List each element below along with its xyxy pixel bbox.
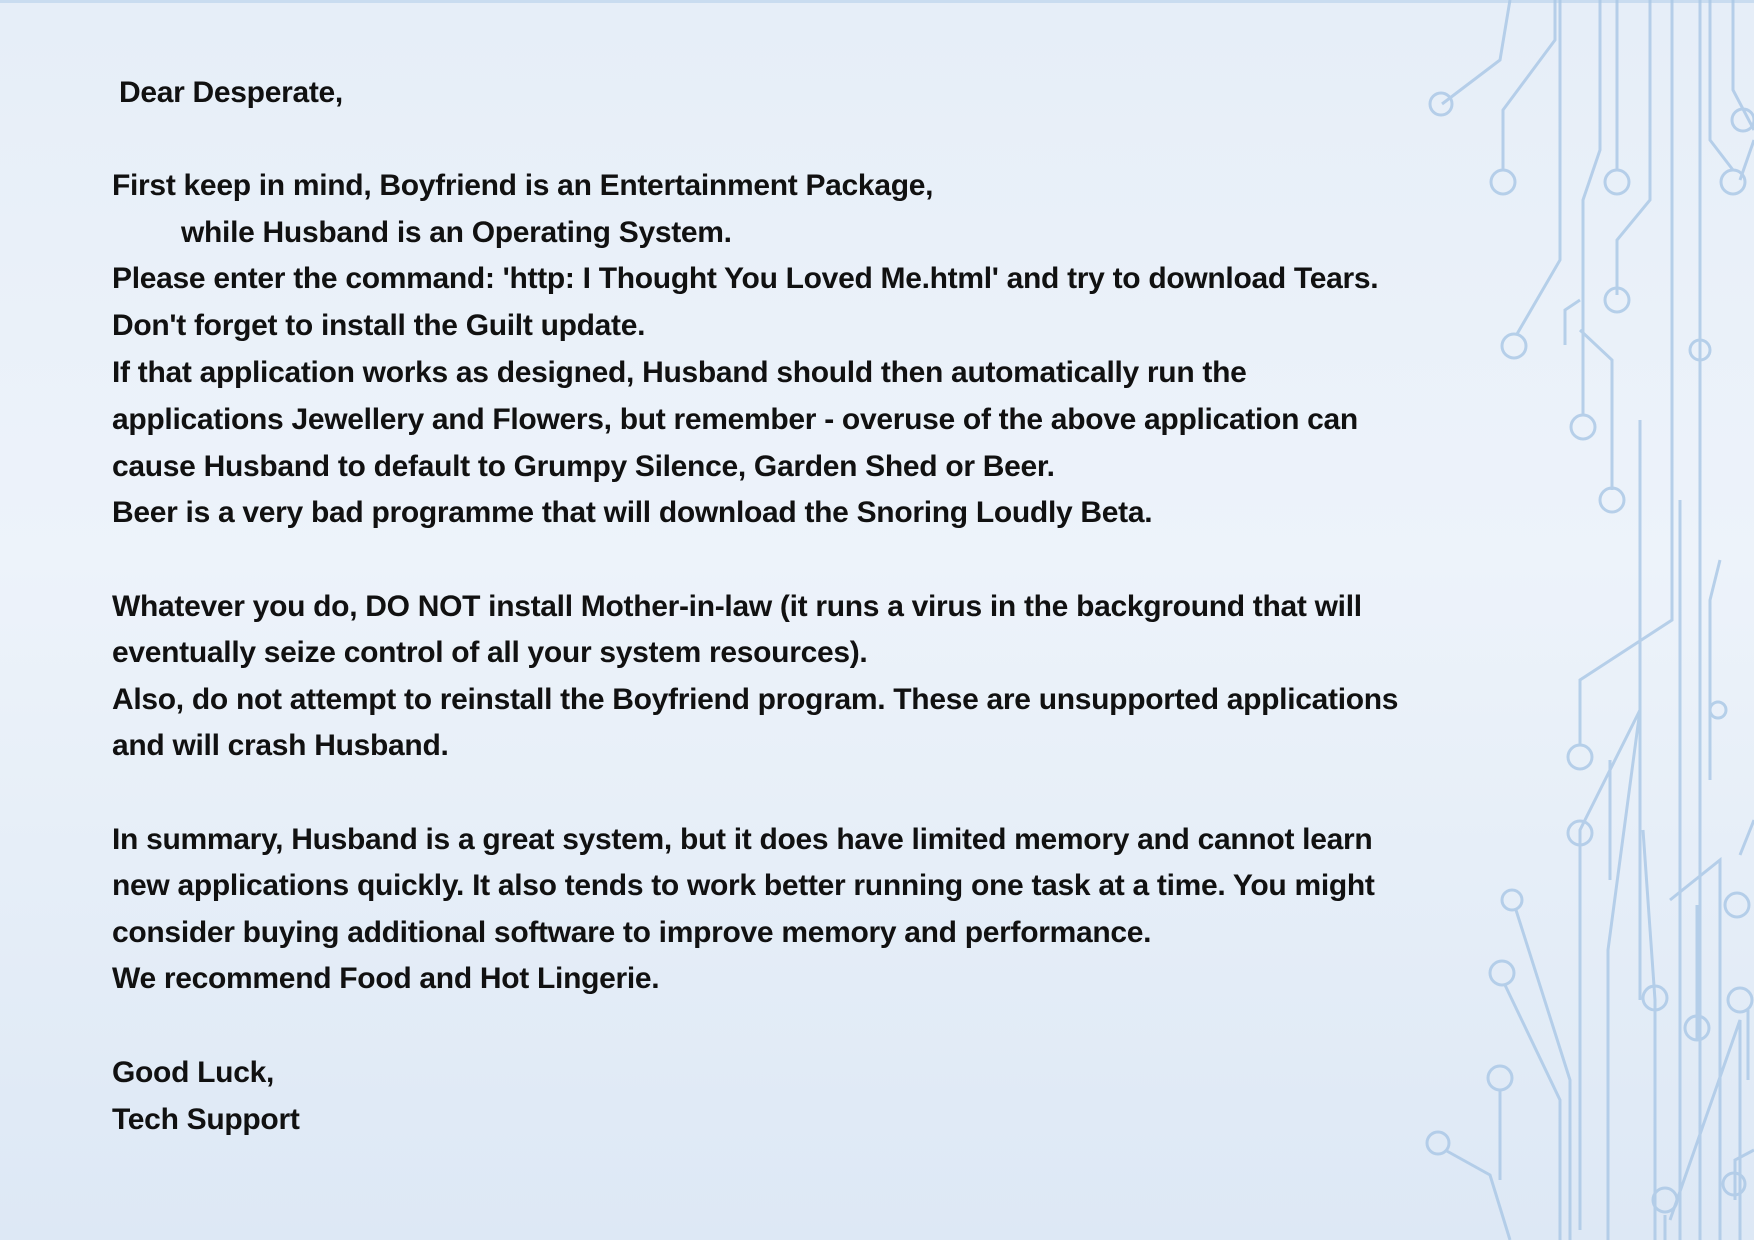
letter-line: consider buying additional software to improve memory and performance. — [112, 916, 1152, 949]
letter-line: cause Husband to default to Grumpy Silence, Garden Shed or Beer. — [112, 450, 1055, 483]
letter-line: applications Jewellery and Flowers, but remember - overuse of the above application can — [112, 403, 1358, 436]
letter-line: Don't forget to install the Guilt update. — [112, 309, 646, 342]
letter-line: We recommend Food and Hot Lingerie. — [112, 962, 660, 995]
letter-line: Beer is a very bad programme that will download the Snoring Loudly Beta. — [112, 496, 1153, 529]
greeting: Dear Desperate, — [119, 76, 343, 109]
letter-line: new applications quickly. It also tends to work better running one task at a time. You might — [112, 869, 1375, 902]
letter-line: and will crash Husband. — [112, 729, 449, 762]
letter-line: First keep in mind, Boyfriend is an Entertainment Package, — [112, 169, 934, 202]
letter-line: Please enter the command: 'http: I Thought You Loved Me.html' and try to download Tears. — [112, 262, 1379, 295]
closing: Good Luck, — [112, 1056, 275, 1089]
letter-line: In summary, Husband is a great system, but it does have limited memory and cannot learn — [112, 823, 1373, 856]
letter-line: Also, do not attempt to reinstall the Boyfriend program. These are unsupported applications — [112, 683, 1399, 716]
letter-line: Whatever you do, DO NOT install Mother-in-law (it runs a virus in the background that will — [112, 590, 1362, 623]
letter-line: eventually seize control of all your system resources). — [112, 636, 868, 669]
signature: Tech Support — [112, 1103, 300, 1136]
letter-line: If that application works as designed, Husband should then automatically run the — [112, 356, 1247, 389]
letter-line: while Husband is an Operating System. — [181, 216, 732, 249]
